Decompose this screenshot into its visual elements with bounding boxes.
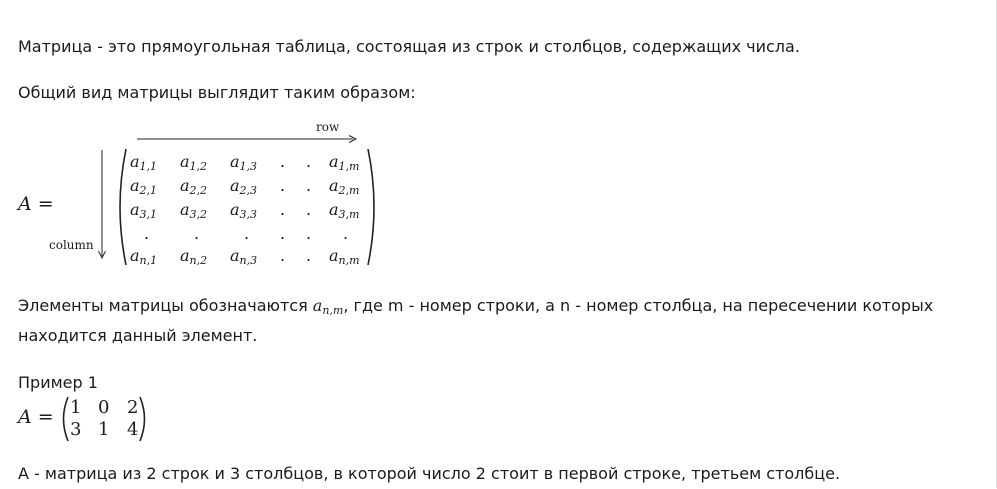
matrix-element: $a_{n,1}$ [130, 246, 158, 267]
matrix-element: $a_{3,3}$ [230, 200, 258, 221]
example-matrix-element: 3 [70, 419, 82, 440]
row-arrow-icon [137, 134, 359, 144]
left-paren-icon [114, 148, 128, 266]
matrix-dot: . [343, 224, 349, 243]
matrix-element: $a_{1,2}$ [180, 152, 208, 173]
example-matrix-name: A = [18, 406, 54, 428]
matrix-element: $a_{3,2}$ [180, 200, 208, 221]
matrix-dot: . [280, 200, 286, 219]
example-description: A - матрица из 2 строк и 3 столбцов, в которой число 2 стоит в первой строке, третьем столбце. [18, 464, 841, 483]
matrix-dot: . [306, 224, 312, 243]
right-paren-icon [366, 148, 380, 266]
example-matrix-element: 2 [127, 397, 139, 418]
matrix-element: $a_{n,3}$ [230, 246, 258, 267]
general-view-paragraph: Общий вид матрицы выглядит таким образом: [18, 83, 416, 102]
matrix-dot: . [306, 176, 312, 195]
matrix-dot: . [306, 200, 312, 219]
general-matrix-name: A = [18, 193, 54, 215]
example-right-paren-icon [138, 396, 150, 442]
elements-paragraph: Элементы матрицы обозначаются an,m, где m - номер строки, а n - номер столбца, на пересечении которых [18, 296, 934, 317]
inline-element-symbol: an,m [312, 296, 344, 317]
matrix-dot: . [144, 224, 150, 243]
matrix-dot: . [280, 176, 286, 195]
matrix-element: $a_{2,m}$ [329, 176, 360, 197]
example-matrix-element: 1 [98, 419, 110, 440]
matrix-element: $a_{3,1}$ [130, 200, 158, 221]
matrix-element: $a_{1,3}$ [230, 152, 258, 173]
matrix-element: $a_{3,m}$ [329, 200, 360, 221]
matrix-element: $a_{2,1}$ [130, 176, 158, 197]
example-matrix-element: 4 [127, 419, 139, 440]
matrix-dot: . [244, 224, 250, 243]
column-label: column [49, 238, 94, 252]
example-matrix-element: 0 [98, 397, 110, 418]
matrix-element: $a_{n,m}$ [329, 246, 360, 267]
example-title: Пример 1 [18, 373, 98, 392]
example-left-paren-icon [58, 396, 70, 442]
intro-paragraph: Матрица - это прямоугольная таблица, состоящая из строк и столбцов, содержащих числа. [18, 37, 800, 56]
matrix-dot: . [280, 152, 286, 171]
matrix-dot: . [280, 224, 286, 243]
matrix-element: $a_{1,1}$ [130, 152, 158, 173]
matrix-element: $a_{n,2}$ [180, 246, 208, 267]
matrix-dot: . [194, 224, 200, 243]
row-label: row [316, 120, 340, 134]
example-matrix-element: 1 [70, 397, 82, 418]
matrix-element: $a_{2,3}$ [230, 176, 258, 197]
matrix-dot: . [306, 246, 312, 265]
matrix-element: $a_{2,2}$ [180, 176, 208, 197]
column-arrow-icon [96, 150, 108, 262]
elements-paragraph-line2: находится данный элемент. [18, 326, 258, 345]
matrix-dot: . [306, 152, 312, 171]
matrix-element: $a_{1,m}$ [329, 152, 360, 173]
matrix-dot: . [280, 246, 286, 265]
